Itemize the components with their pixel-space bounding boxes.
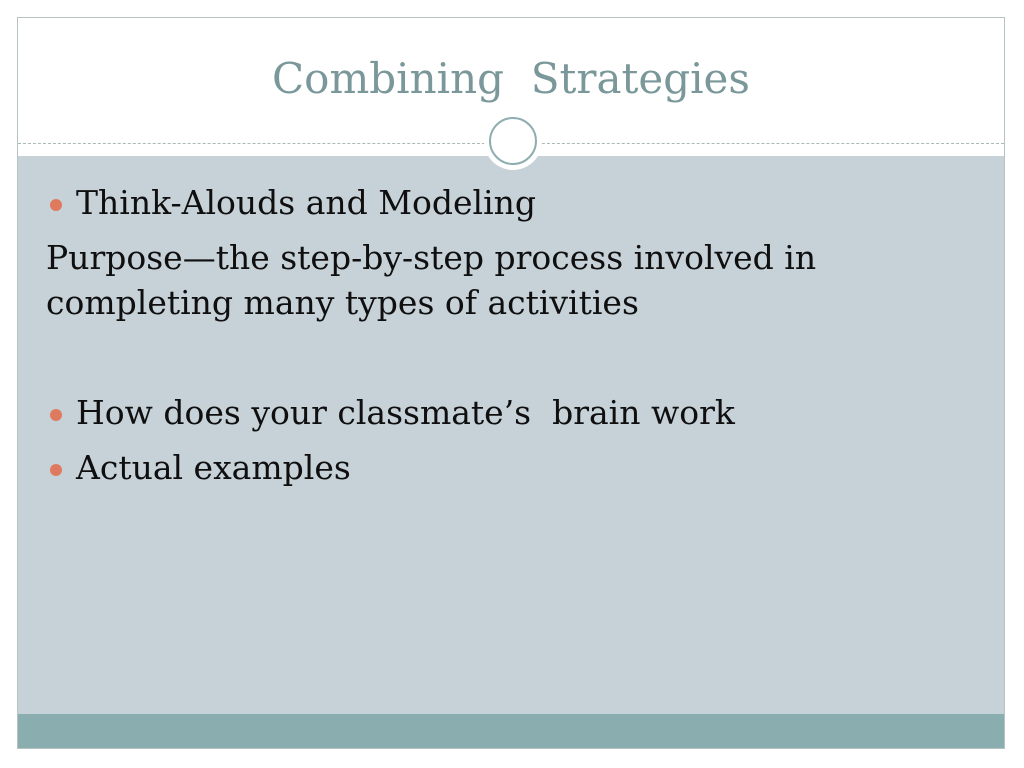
bullet-item-text: Think-Alouds and Modeling: [76, 183, 537, 222]
bullet-item-text: How does your classmate’s brain work: [76, 393, 735, 432]
paragraph-text: Purpose—the step-by-step process involved in completing many types of activities: [46, 238, 817, 322]
divider-ring-ornament: [489, 117, 537, 165]
slide-title: Combining Strategies: [272, 54, 750, 103]
bullet-item-think-alouds: [46, 180, 986, 225]
bullet-item-actual-examples: [46, 445, 986, 490]
paragraph-purpose: [46, 235, 986, 325]
footer-bar: [18, 714, 1004, 748]
slide: [17, 17, 1005, 749]
bullet-dot-icon: [50, 464, 62, 476]
bullet-dot-icon: [50, 199, 62, 211]
bullet-dot-icon: [50, 409, 62, 421]
bullet-item-classmate-brain: [46, 390, 986, 435]
bullet-item-text: Actual examples: [76, 448, 351, 487]
